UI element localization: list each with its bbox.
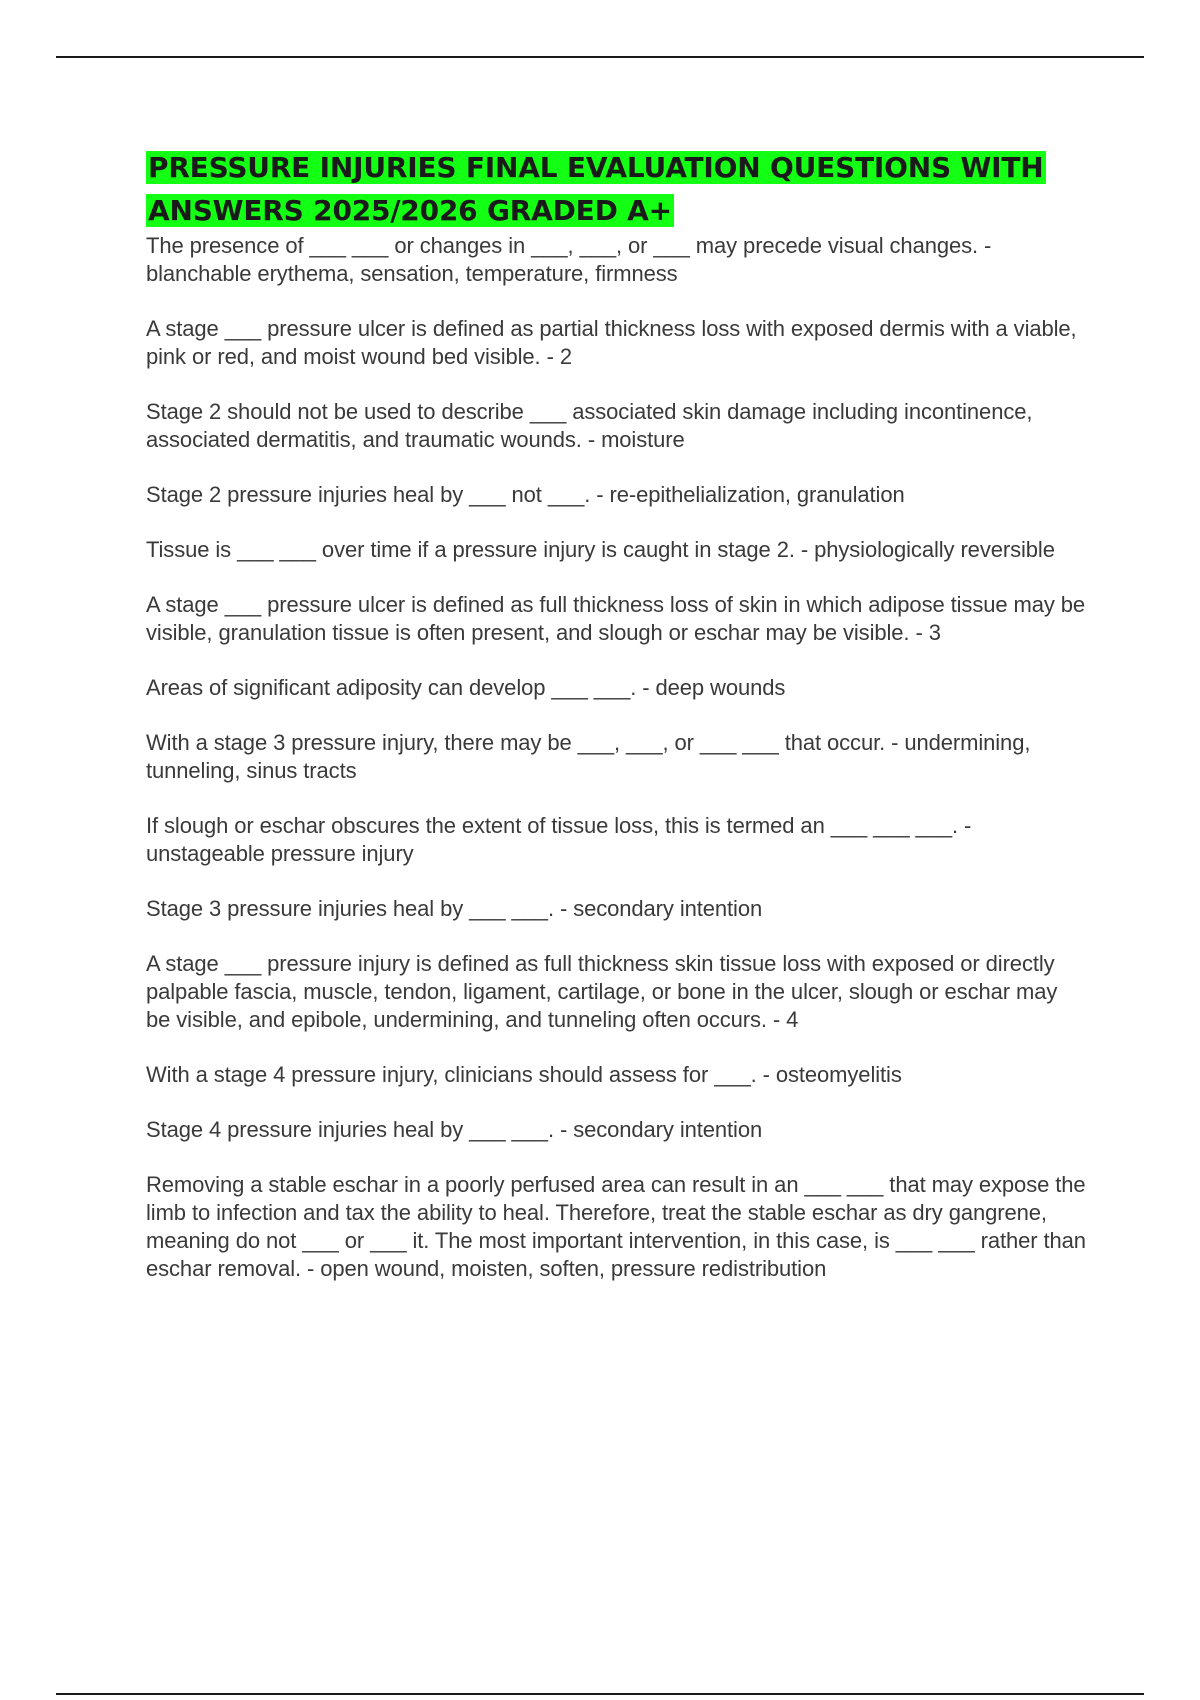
qa-item-4: Stage 2 pressure injuries heal by ___ not ___. - re-epithelialization, granulation (146, 482, 905, 507)
document-title (146, 146, 1086, 232)
qa-item-12: With a stage 4 pressure injury, clinicians should assess for ___. - osteomyelitis (146, 1062, 902, 1087)
qa-item-7: Areas of significant adiposity can develop ___ ___. - deep wounds (146, 675, 786, 700)
qa-item-6: A stage ___ pressure ulcer is defined as full thickness loss of skin in which adipose tissue may be visible, granulation tissue is often present, and slough or eschar may be visible. - 3 (146, 592, 1086, 645)
qa-item-13: Stage 4 pressure injuries heal by ___ ___. - secondary intention (146, 1117, 763, 1142)
qa-item-1: The presence of ___ ___ or changes in ___, ___, or ___ may precede visual changes. - blanchable erythema, sensation, temperature, firmness (146, 233, 992, 286)
document-body (146, 146, 1086, 1310)
qa-item-8: With a stage 3 pressure injury, there may be ___, ___, or ___ ___ that occur. - undermining, tunneling, sinus tracts (146, 730, 1031, 783)
qa-item-11: A stage ___ pressure injury is defined as full thickness skin tissue loss with exposed or directly palpable fascia, muscle, tendon, ligament, cartilage, or bone in the ulcer, slough or eschar may be visible, and epibole, undermining, and tunneling often occurs. - 4 (146, 951, 1058, 1032)
qa-item-5: Tissue is ___ ___ over time if a pressure injury is caught in stage 2. - physiologically reversible (146, 537, 1055, 562)
qa-item-14: Removing a stable eschar in a poorly perfused area can result in an ___ ___ that may expose the limb to infection and tax the ability to heal. Therefore, treat the stable eschar as dry gangrene, meaning do not ___ or ___ it. The most important intervention, in this case, is ___ ___ rather than eschar removal. - open wound, moisten, soften, pressure redistribution (146, 1172, 1086, 1281)
qa-item-2: A stage ___ pressure ulcer is defined as partial thickness loss with exposed dermis with a viable, pink or red, and moist wound bed visible. - 2 (146, 316, 1077, 369)
qa-item-9: If slough or eschar obscures the extent of tissue loss, this is termed an ___ ___ ___. - unstageable pressure injury (146, 813, 972, 866)
bottom-divider (56, 1693, 1144, 1695)
qa-item-3: Stage 2 should not be used to describe ___ associated skin damage including incontinence, associated dermatitis, and traumatic wounds. - moisture (146, 399, 1033, 452)
title-line-2: ANSWERS 2025/2026 GRADED A+ (148, 194, 672, 227)
qa-item-10: Stage 3 pressure injuries heal by ___ ___. - secondary intention (146, 896, 763, 921)
title-line-1: PRESSURE INJURIES FINAL EVALUATION QUESTIONS WITH (148, 151, 1044, 184)
top-divider (56, 56, 1144, 58)
